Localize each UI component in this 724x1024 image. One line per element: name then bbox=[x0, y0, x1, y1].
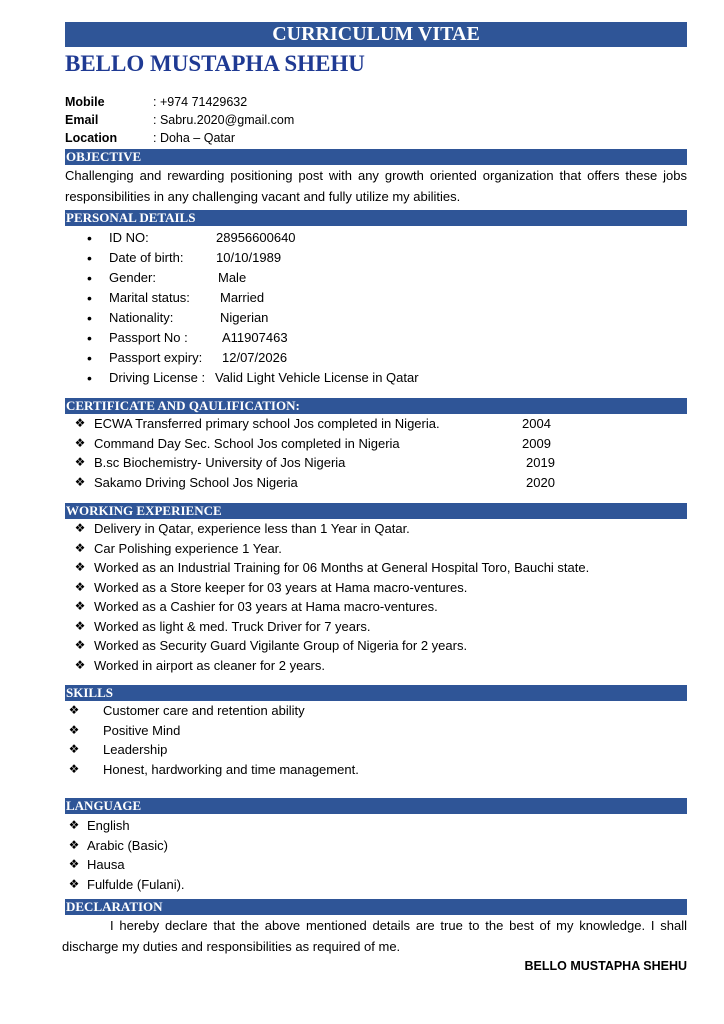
skill-text: Honest, hardworking and time management. bbox=[103, 761, 359, 777]
certificate-year: 2004 bbox=[522, 416, 551, 431]
list-item bbox=[65, 836, 687, 856]
detail-label: • Passport No : bbox=[109, 330, 188, 345]
detail-label: • Driving License : bbox=[109, 370, 206, 385]
detail-value: 12/07/2026 bbox=[222, 350, 288, 365]
language-text: English bbox=[87, 818, 130, 833]
declaration-text: I hereby declare that the above mentioned details are true to the best of my knowledge. I shall discharge my duties and responsibilities as required of me. bbox=[62, 918, 687, 954]
experience-text: Worked as a Store keeper for 03 years at Hama macro-ventures. bbox=[94, 579, 468, 595]
experience-text: Worked as a Cashier for 03 years at Hama macro-ventures. bbox=[94, 599, 438, 614]
list-item bbox=[65, 268, 687, 288]
diamond-bullet-icon: ❖ bbox=[74, 638, 86, 652]
list-item bbox=[65, 328, 687, 348]
detail-label: • Gender: bbox=[109, 270, 156, 285]
cv-page bbox=[62, 22, 687, 973]
diamond-bullet-icon: ❖ bbox=[68, 876, 80, 891]
language-text: Fulfulde (Fulani). bbox=[87, 876, 185, 892]
contact-value: : Doha – Qatar bbox=[153, 131, 235, 145]
diamond-bullet-icon: ❖ bbox=[74, 521, 86, 535]
list-item bbox=[65, 308, 687, 328]
section-heading-personal: PERSONAL DETAILS bbox=[65, 210, 687, 226]
cv-banner: CURRICULUM VITAE bbox=[65, 22, 687, 47]
experience-text: Worked in airport as cleaner for 2 years. bbox=[94, 657, 325, 673]
skill-text: Positive Mind bbox=[103, 722, 181, 738]
list-item bbox=[65, 816, 687, 836]
detail-value: A11907463 bbox=[222, 330, 288, 345]
diamond-bullet-icon: ❖ bbox=[74, 657, 86, 672]
detail-value: 28956600640 bbox=[216, 230, 296, 245]
diamond-bullet-icon: ❖ bbox=[68, 837, 80, 852]
experience-list bbox=[65, 519, 687, 675]
diamond-bullet-icon: ❖ bbox=[68, 818, 80, 832]
language-text: Arabic (Basic) bbox=[87, 837, 168, 853]
list-item bbox=[65, 578, 687, 598]
contact-block bbox=[65, 93, 687, 147]
skill-text: Customer care and retention ability bbox=[103, 703, 305, 718]
candidate-name: BELLO MUSTAPHA SHEHU bbox=[65, 51, 365, 76]
diamond-bullet-icon: ❖ bbox=[74, 455, 86, 469]
list-item bbox=[65, 855, 687, 875]
list-item bbox=[65, 519, 687, 539]
list-item bbox=[65, 539, 687, 559]
list-item bbox=[65, 701, 687, 721]
detail-value: Married bbox=[220, 290, 265, 305]
section-heading-experience: WORKING EXPERIENCE bbox=[65, 503, 687, 519]
section-heading-declaration: DECLARATION bbox=[65, 899, 687, 915]
list-item bbox=[65, 248, 687, 268]
experience-text: Delivery in Qatar, experience less than 1 Year in Qatar. bbox=[94, 521, 410, 536]
certificate-title: Command Day Sec. School Jos completed in Nigeria bbox=[94, 435, 400, 451]
detail-label: • ID NO: bbox=[109, 230, 149, 245]
detail-value: 10/10/1989 bbox=[216, 250, 282, 265]
certificate-year: 2019 bbox=[526, 455, 555, 470]
language-list bbox=[65, 816, 687, 894]
diamond-bullet-icon: ❖ bbox=[68, 742, 80, 756]
contact-mobile bbox=[65, 93, 687, 111]
contact-label: Mobile bbox=[65, 95, 105, 109]
list-item bbox=[65, 558, 687, 578]
list-item bbox=[65, 414, 687, 434]
diamond-bullet-icon: ❖ bbox=[74, 416, 86, 430]
detail-value: Valid Light Vehicle License in Qatar bbox=[215, 370, 419, 385]
skill-text: Leadership bbox=[103, 742, 168, 757]
list-item bbox=[65, 368, 687, 388]
list-item bbox=[65, 228, 687, 248]
list-item bbox=[65, 473, 687, 493]
diamond-bullet-icon: ❖ bbox=[68, 703, 80, 717]
detail-label: • Date of birth: bbox=[109, 250, 184, 265]
list-item bbox=[65, 760, 687, 780]
experience-text: Worked as an Industrial Training for 06 Months at General Hospital Toro, Bauchi state. bbox=[94, 560, 590, 575]
list-item bbox=[65, 636, 687, 656]
diamond-bullet-icon: ❖ bbox=[74, 474, 86, 489]
section-heading-certificates: CERTIFICATE AND QAULIFICATION: bbox=[65, 398, 687, 414]
detail-value: Nigerian bbox=[220, 310, 269, 325]
contact-location bbox=[65, 129, 687, 147]
list-item bbox=[65, 434, 687, 454]
list-item bbox=[65, 348, 687, 368]
list-item bbox=[65, 288, 687, 308]
diamond-bullet-icon: ❖ bbox=[74, 618, 86, 633]
contact-value: : Sabru.2020@gmail.com bbox=[153, 113, 295, 127]
list-item bbox=[65, 740, 687, 760]
certificate-title: ECWA Transferred primary school Jos completed in Nigeria. bbox=[94, 416, 440, 431]
list-item bbox=[65, 721, 687, 741]
experience-text: Worked as Security Guard Vigilante Group of Nigeria for 2 years. bbox=[94, 638, 468, 653]
section-heading-objective: OBJECTIVE bbox=[65, 149, 687, 165]
list-item bbox=[65, 597, 687, 617]
certificate-year: 2009 bbox=[522, 435, 551, 451]
diamond-bullet-icon: ❖ bbox=[68, 722, 80, 737]
experience-text: Worked as light & med. Truck Driver for 7 years. bbox=[94, 618, 371, 634]
contact-label: Email bbox=[65, 113, 99, 127]
diamond-bullet-icon: ❖ bbox=[74, 435, 86, 450]
experience-text: Car Polishing experience 1 Year. bbox=[94, 540, 282, 556]
detail-label: • Marital status: bbox=[109, 290, 190, 305]
skills-list bbox=[65, 701, 687, 779]
contact-value: : +974 71429632 bbox=[153, 95, 248, 109]
certificate-list bbox=[65, 414, 687, 492]
diamond-bullet-icon: ❖ bbox=[74, 540, 86, 555]
diamond-bullet-icon: ❖ bbox=[74, 599, 86, 613]
list-item bbox=[65, 875, 687, 895]
section-heading-skills: SKILLS bbox=[65, 685, 687, 701]
list-item bbox=[65, 453, 687, 473]
detail-label: • Nationality: bbox=[109, 310, 174, 325]
list-item bbox=[65, 656, 687, 676]
diamond-bullet-icon: ❖ bbox=[74, 560, 86, 574]
certificate-title: B.sc Biochemistry- University of Jos Nigeria bbox=[94, 455, 346, 470]
signature-name: BELLO MUSTAPHA SHEHU bbox=[524, 959, 687, 973]
list-item bbox=[65, 617, 687, 637]
personal-details-list bbox=[65, 228, 687, 388]
contact-label: Location bbox=[65, 131, 118, 145]
contact-email bbox=[65, 111, 687, 129]
detail-label: • Passport expiry: bbox=[109, 350, 203, 365]
section-heading-language: LANGUAGE bbox=[65, 798, 687, 814]
certificate-title: Sakamo Driving School Jos Nigeria bbox=[94, 474, 298, 490]
language-text: Hausa bbox=[87, 857, 125, 872]
certificate-year: 2020 bbox=[526, 474, 555, 490]
diamond-bullet-icon: ❖ bbox=[74, 579, 86, 594]
objective-text: Challenging and rewarding positioning post with any growth oriented organization that offers these jobs responsibilities in any challenging vacant and fully utilize my abilities. bbox=[65, 168, 687, 204]
diamond-bullet-icon: ❖ bbox=[68, 761, 80, 776]
diamond-bullet-icon: ❖ bbox=[68, 857, 80, 871]
detail-value: Male bbox=[218, 270, 247, 285]
